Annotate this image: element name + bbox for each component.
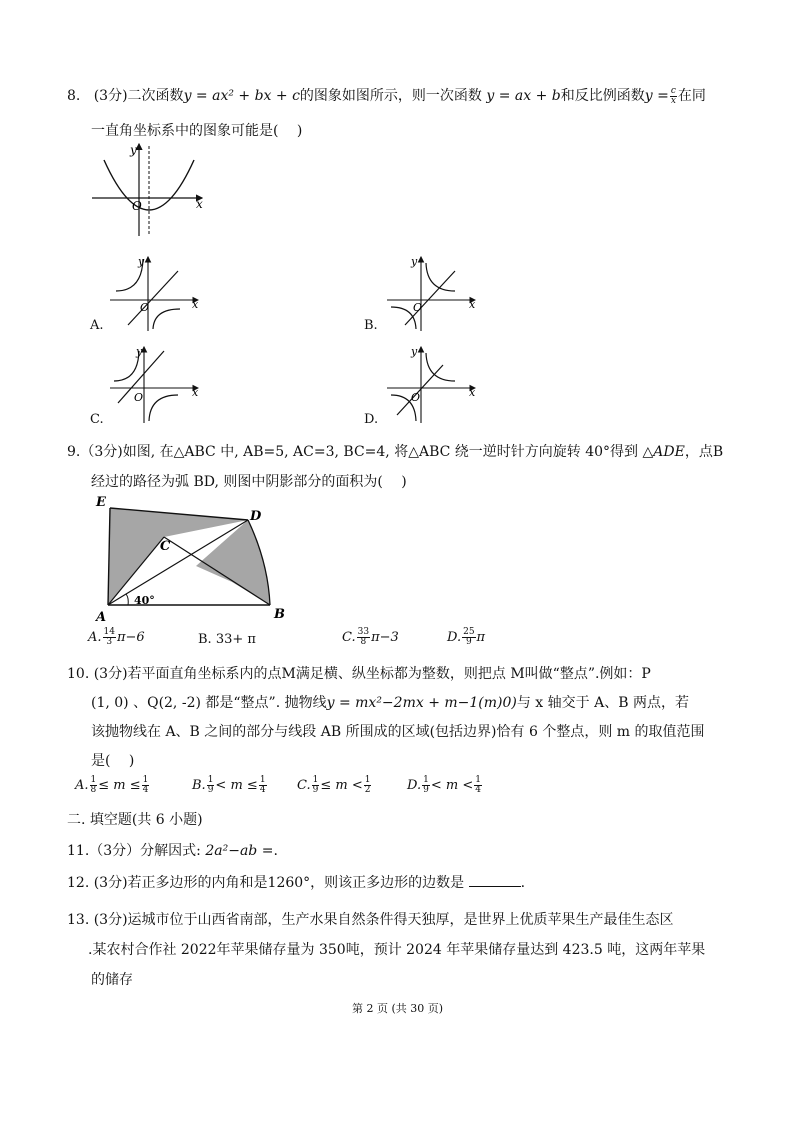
svg-text:y: y [136, 345, 143, 358]
svg-text:O: O [413, 301, 423, 314]
q8-option-c-label: C. [90, 412, 104, 427]
section-2-heading: 二. 填空题(共 6 小题) [67, 812, 203, 828]
svg-text:O: O [134, 391, 144, 404]
svg-text:x: x [469, 298, 476, 311]
q9-rotation-figure [92, 492, 292, 624]
svg-text:O: O [411, 391, 421, 404]
q10-line3: 该抛物线在 A、B 之间的部分与线段 AB 所围成的区域(包括边界)恰有 6 个整点，则 m 的取值范围 [91, 724, 705, 740]
q8-option-c-graph [108, 343, 208, 425]
q10-line1: 10. (3分)若平面直角坐标系内的点M满足横、纵坐标都为整数，则把点 M叫做“整点”.例如：P [67, 666, 651, 682]
q11: 11.（3分）分解因式: 2a²−ab =. [67, 843, 278, 859]
svg-text:y: y [411, 345, 418, 358]
q13-line1: 13. (3分)运城市位于山西省南部，生产水果自然条件得天独厚，是世界上优质苹果生产最佳生态区 [67, 912, 674, 928]
q12-answer-blank [469, 872, 521, 887]
q10-option-d: D. $\frac{1}{9}$ < m < $\frac{1}{4}$ [407, 775, 481, 795]
q10-option-b: B. $\frac{1}{9}$ < m ≤ $\frac{1}{4}$ [192, 775, 266, 795]
y-axis-label: y [130, 143, 137, 157]
svg-text:x: x [192, 298, 199, 311]
q13-line2: .某农村合作社 2022年苹果储存量为 350吨，预计 2024 年苹果储存量达到 423.5 吨，这两年苹果 [88, 942, 706, 958]
x-axis-label: x [196, 197, 203, 211]
q10-line4: 是( ) [91, 753, 135, 769]
label-d: D [250, 509, 262, 524]
q8-option-a-label: A. [90, 318, 104, 333]
q8-parabola-figure [90, 140, 215, 240]
q10-option-a: A. $\frac{1}{8}$ ≤ m ≤ $\frac{1}{4}$ [75, 775, 149, 795]
label-e: E [96, 495, 106, 510]
q9-option-c: C. $\frac{33}{8}$ π−3 [342, 627, 399, 647]
q10-option-c: C. $\frac{1}{9}$ ≤ m < $\frac{1}{2}$ [297, 775, 371, 795]
q9-line1: 9.（3分)如图, 在△ABC 中, AB=5, AC=3, BC=4, 将△ABC 绕一逆时针方向旋转 40°得到 △ADE，点B [67, 444, 724, 460]
q8-frac: $\frac{c}{x}$ [670, 85, 676, 106]
q8-option-d-graph [385, 343, 485, 425]
q9-option-b: B. 33+ π [198, 632, 256, 647]
svg-text:x: x [469, 386, 476, 399]
q12: 12. (3分)若正多边形的内角和是1260°，则该正多边形的边数是 . [67, 872, 525, 893]
q13-line3: 的储存 [91, 972, 133, 988]
q8-option-d-label: D. [364, 412, 379, 427]
q9-option-d: D. $\frac{25}{9}$ π [447, 627, 486, 647]
q8-option-a-graph [108, 253, 208, 333]
q8-line2: 一直角坐标系中的图象可能是( ) [91, 123, 303, 139]
q8-option-b-graph [385, 253, 485, 333]
svg-text:O: O [140, 301, 150, 314]
q8-line1: 8. (3分)二次函数y = ax² + bx + c的图象如图所示，则一次函数 y = ax + b和反比例函数y = $\frac{c}{x}$ 在同 [67, 85, 706, 106]
label-b: B [274, 607, 285, 622]
q10-line2: (1, 0) 、Q(2, -2) 都是“整点”. 抛物线y = mx²−2mx + m−1(m)0)与 x 轴交于 A、B 两点，若 [91, 695, 689, 711]
label-a: A [96, 610, 107, 624]
q9-line2: 经过的路径为弧 BD, 则图中阴影部分的面积为( ) [91, 474, 407, 490]
svg-text:y: y [138, 255, 145, 268]
q8-option-b-label: B. [364, 318, 378, 333]
svg-text:x: x [192, 386, 199, 399]
angle-label: 40° [134, 594, 155, 607]
page-footer: 第 2 页 (共 30 页) [352, 1002, 444, 1015]
label-c: C [160, 539, 171, 554]
origin-label: O [132, 199, 142, 213]
q9-option-a: A. $\frac{14}{3}$ π−6 [88, 627, 145, 647]
svg-text:y: y [411, 255, 418, 268]
